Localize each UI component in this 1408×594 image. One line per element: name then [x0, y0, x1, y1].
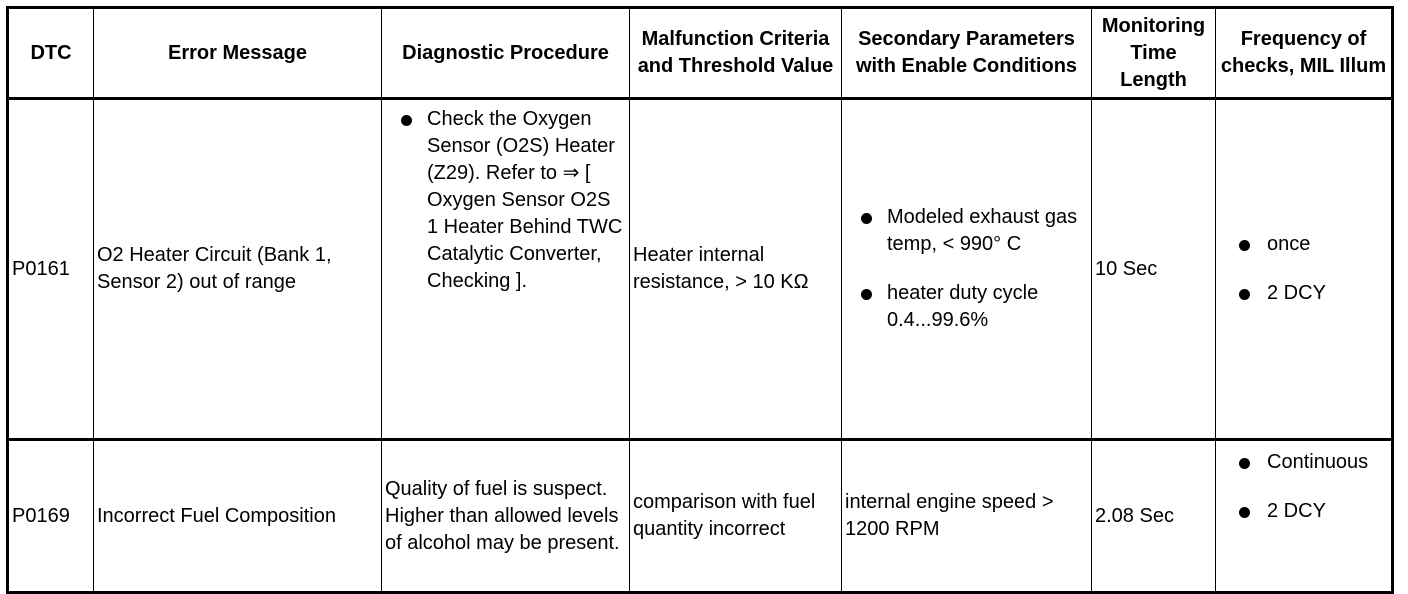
list-item: heater duty cycle 0.4...99.6%	[845, 280, 1088, 334]
list-item: 2 DCY	[1219, 498, 1388, 525]
frequency-list	[1219, 449, 1388, 525]
header-row	[8, 8, 1393, 99]
header-secondary-parameters: Secondary Parameters with Enable Conditions	[842, 8, 1092, 99]
cell-monitoring-time: 2.08 Sec	[1092, 440, 1216, 593]
header-malfunction-criteria: Malfunction Criteria and Threshold Value	[630, 8, 842, 99]
cell-error-message: O2 Heater Circuit (Bank 1, Sensor 2) out of range	[94, 99, 382, 440]
header-error-message: Error Message	[94, 8, 382, 99]
cell-frequency	[1216, 440, 1393, 593]
list-item: once	[1219, 231, 1388, 258]
cell-monitoring-time: 10 Sec	[1092, 99, 1216, 440]
dtc-table	[6, 6, 1394, 594]
table-row	[8, 440, 1393, 593]
list-item: Continuous	[1219, 449, 1388, 476]
table-row	[8, 99, 1393, 440]
frequency-list	[1219, 231, 1388, 307]
cell-frequency	[1216, 99, 1393, 440]
cell-secondary-parameters: internal engine speed > 1200 RPM	[842, 440, 1092, 593]
header-diagnostic-procedure: Diagnostic Procedure	[382, 8, 630, 99]
dtc-table-container	[6, 6, 1394, 594]
list-item: Check the Oxygen Sensor (O2S) Heater (Z29). Refer to ⇒ [ Oxygen Sensor O2S 1 Heater Behind TWC Catalytic Converter, Checking ].	[385, 106, 626, 295]
cell-diagnostic-procedure	[382, 99, 630, 440]
cell-diagnostic-procedure: Quality of fuel is suspect. Higher than allowed levels of alcohol may be present.	[382, 440, 630, 593]
header-dtc: DTC	[8, 8, 94, 99]
list-item: 2 DCY	[1219, 280, 1388, 307]
cell-secondary-parameters	[842, 99, 1092, 440]
secondary-parameters-list	[845, 204, 1088, 334]
diagnostic-list	[385, 106, 626, 295]
cell-malfunction-criteria: Heater internal resistance, > 10 KΩ	[630, 99, 842, 440]
cell-dtc: P0161	[8, 99, 94, 440]
cell-dtc: P0169	[8, 440, 94, 593]
header-monitoring-time: Monitoring Time Length	[1092, 8, 1216, 99]
cell-error-message: Incorrect Fuel Composition	[94, 440, 382, 593]
list-item: Modeled exhaust gas temp, < 990° C	[845, 204, 1088, 258]
cell-malfunction-criteria: comparison with fuel quantity incorrect	[630, 440, 842, 593]
header-frequency: Frequency of checks, MIL Illum	[1216, 8, 1393, 99]
